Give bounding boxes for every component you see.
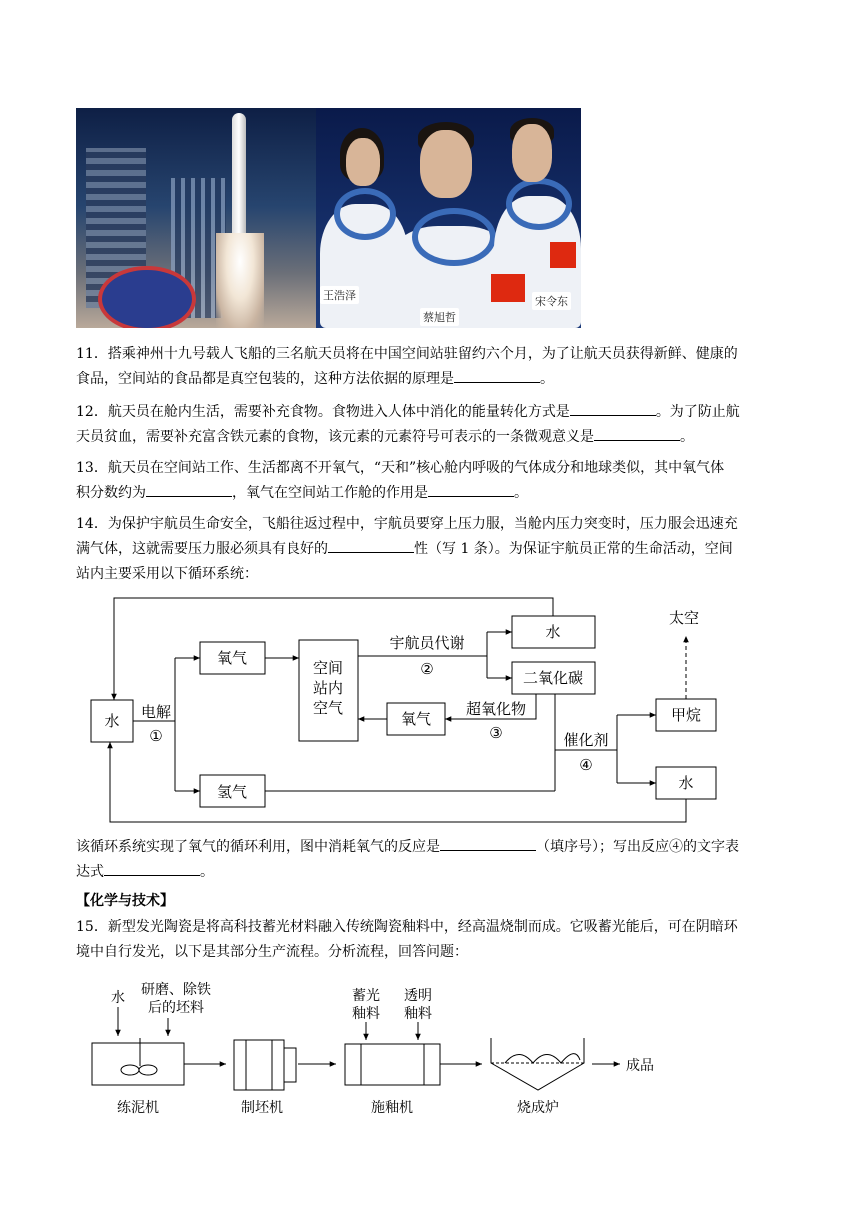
answer-blank[interactable]	[594, 426, 680, 441]
answer-blank[interactable]	[428, 482, 514, 497]
q14-line-2: 满气体，这就需要压力服必须具有良好的	[76, 541, 328, 557]
electrolysis-label: 电解	[140, 703, 172, 721]
grind-label-2: 后的坯料	[148, 1000, 204, 1016]
q11-line-2: 食品，空间站的食品都是真空包装的，这种方法依据的原理是	[76, 371, 454, 387]
catalyst-label: 催化剂	[563, 731, 609, 749]
station-label-3: 空气	[312, 699, 344, 717]
kiln-label: 烧成炉	[517, 1100, 559, 1116]
q13-line-2-mid: ，氧气在空间站工作舱的作用是	[232, 485, 428, 501]
q13-line-1: 13．航天员在空间站工作、生活都离不开氧气，“天和”核心舱内呼吸的气体成分和地球类似，其中氧气体	[76, 460, 725, 476]
question-14	[76, 512, 792, 587]
superoxide-label: 超氧化物	[465, 700, 527, 718]
oxygen-mid-label: 氧气	[400, 710, 432, 728]
rocket-launch-image	[76, 108, 316, 328]
q14-after-line-1: 该循环系统实现了氧气的循环利用，图中消耗氧气的反应是	[76, 839, 440, 855]
reaction-2-label: ②	[420, 660, 434, 678]
answer-blank[interactable]	[454, 368, 540, 383]
mixer-label: 练泥机	[117, 1100, 159, 1116]
co2-label: 二氧化碳	[522, 669, 584, 687]
space-label: 太空	[668, 609, 700, 627]
q12-line-2: 天员贫血，需要补充富含铁元素的食物，该元素的元素符号可表示的一条微观意义是	[76, 429, 594, 445]
glazing-label: 施釉机	[371, 1100, 413, 1116]
grind-label-1: 研磨、除铁	[141, 982, 211, 998]
glaze2-label-a: 透明	[404, 988, 432, 1004]
methane-label: 甲烷	[670, 706, 702, 724]
q11-line-2-end: 。	[540, 371, 554, 387]
question-14-continued	[76, 835, 792, 885]
section-heading: 【化学与技术】	[76, 893, 174, 909]
q11-line-1: 11．搭乘神州十九号载人飞船的三名航天员将在中国空间站驻留约六个月，为了让航天员获得新鲜、健康的	[76, 346, 738, 362]
q13-line-2: 积分数约为	[76, 485, 146, 501]
q12-line-1: 12．航天员在舱内生活，需要补充食物。食物进入人体中消化的能量转化方式是	[76, 404, 570, 420]
astronaut-photo	[76, 108, 581, 328]
water-left-label: 水	[104, 712, 120, 730]
astronaut-name-2: 蔡旭哲	[420, 308, 459, 326]
product-label: 成品	[626, 1058, 654, 1074]
water-top-label: 水	[545, 623, 561, 641]
q14-line-1: 14．为保护宇航员生命安全，飞船往返过程中，宇航员要穿上压力服，当舱内压力突变时，压力服会迅速充	[76, 516, 738, 532]
q14-after-line-2-end: 。	[200, 864, 214, 880]
answer-blank[interactable]	[440, 836, 536, 851]
glaze2-label-b: 釉料	[404, 1006, 432, 1022]
glaze1-label-b: 釉料	[352, 1006, 380, 1022]
question-11	[76, 342, 792, 392]
blank-maker-label: 制坯机	[241, 1100, 283, 1116]
glazing-box	[345, 1044, 440, 1085]
answer-blank[interactable]	[104, 861, 200, 876]
blank-maker-box	[234, 1040, 284, 1090]
question-12	[76, 400, 792, 450]
station-label-1: 空间	[312, 659, 344, 677]
answer-blank[interactable]	[328, 538, 414, 553]
answer-blank[interactable]	[570, 401, 656, 416]
hydrogen-label: 氢气	[216, 783, 248, 801]
q12-line-1-end: 。为了防止航	[655, 404, 740, 420]
cycle-diagram	[0, 592, 860, 832]
water-right-label: 水	[678, 774, 694, 792]
metabolism-label: 宇航员代谢	[389, 634, 465, 652]
q15-line-1: 15．新型发光陶瓷是将高科技蓄光材料融入传统陶瓷釉料中，经高温烧制而成。它吸蓄光能后，可在阴暗环	[76, 919, 738, 935]
reaction-3-label: ③	[489, 724, 503, 742]
oxygen-top-label: 氧气	[216, 649, 248, 667]
question-15	[76, 915, 792, 965]
q14-after-line-1-mid: （填序号）；写出反应④的文字表	[536, 839, 739, 855]
station-label-2: 站内	[312, 679, 344, 697]
reaction-4-label: ④	[579, 756, 593, 774]
q15-line-2: 境中自行发光，以下是其部分生产流程。分析流程，回答问题：	[76, 944, 468, 960]
water-input-label: 水	[111, 990, 125, 1006]
reaction-1-label: ①	[149, 727, 163, 745]
kiln-shape	[491, 1038, 584, 1090]
answer-blank[interactable]	[146, 482, 232, 497]
glaze1-label-a: 蓄光	[352, 988, 380, 1004]
q14-line-3: 站内主要采用以下循环系统：	[76, 566, 258, 582]
astronauts-image	[316, 108, 581, 328]
astronaut-name-3: 宋令东	[532, 292, 571, 310]
q14-line-2-mid: 性（写 1 条）。为保证宇航员正常的生命活动，空间	[414, 541, 733, 557]
q13-line-2-end: 。	[514, 485, 528, 501]
astronaut-name-1: 王浩泽	[320, 286, 359, 304]
q12-line-2-end: 。	[680, 429, 694, 445]
mixer-box	[92, 1043, 184, 1085]
process-diagram	[0, 978, 860, 1128]
q14-after-line-2: 达式	[76, 864, 104, 880]
question-13	[76, 456, 792, 506]
